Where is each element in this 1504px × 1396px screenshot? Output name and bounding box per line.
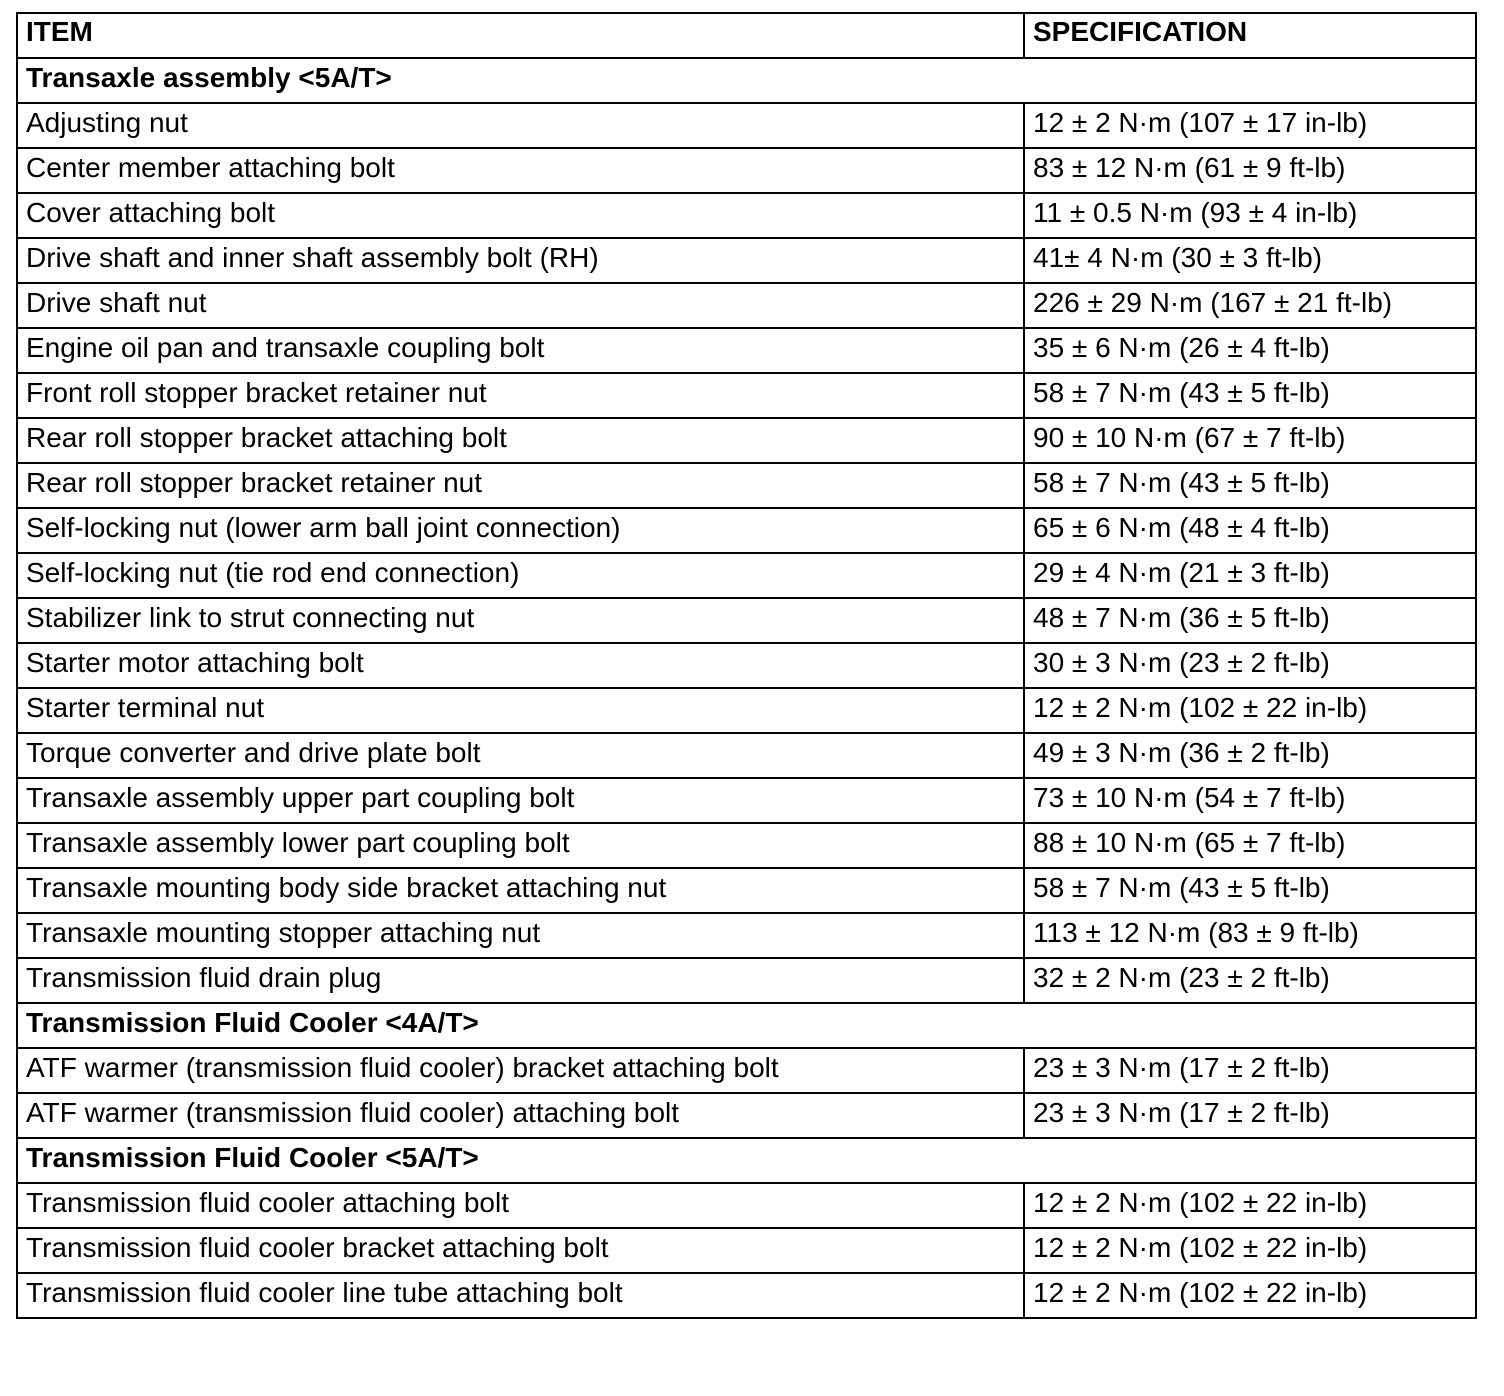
table-row (17, 733, 1476, 778)
section-header-row (17, 1003, 1476, 1048)
table-row (17, 688, 1476, 733)
table-row (17, 1048, 1476, 1093)
item-column-header: ITEM (17, 13, 1024, 58)
section-header-row (17, 1138, 1476, 1183)
item-cell: Stabilizer link to strut connecting nut (17, 598, 1024, 643)
specification-cell: 58 ± 7 N·m (43 ± 5 ft-lb) (1024, 868, 1476, 913)
table-row (17, 958, 1476, 1003)
specification-cell: 23 ± 3 N·m (17 ± 2 ft-lb) (1024, 1093, 1476, 1138)
table-body (17, 13, 1476, 1318)
specification-cell: 41± 4 N·m (30 ± 3 ft-lb) (1024, 238, 1476, 283)
table-row (17, 1183, 1476, 1228)
item-cell: Transmission fluid cooler line tube attaching bolt (17, 1273, 1024, 1318)
item-cell: Drive shaft and inner shaft assembly bolt (RH) (17, 238, 1024, 283)
item-cell: Front roll stopper bracket retainer nut (17, 373, 1024, 418)
table-row (17, 913, 1476, 958)
item-cell: Transaxle mounting stopper attaching nut (17, 913, 1024, 958)
specification-cell: 30 ± 3 N·m (23 ± 2 ft-lb) (1024, 643, 1476, 688)
specification-cell: 23 ± 3 N·m (17 ± 2 ft-lb) (1024, 1048, 1476, 1093)
specification-cell: 12 ± 2 N·m (102 ± 22 in-lb) (1024, 1273, 1476, 1318)
item-cell: Transmission fluid drain plug (17, 958, 1024, 1003)
item-cell: Transaxle mounting body side bracket attaching nut (17, 868, 1024, 913)
item-cell: Rear roll stopper bracket attaching bolt (17, 418, 1024, 463)
table-row (17, 1093, 1476, 1138)
table-row (17, 868, 1476, 913)
specification-cell: 32 ± 2 N·m (23 ± 2 ft-lb) (1024, 958, 1476, 1003)
table-row (17, 283, 1476, 328)
item-cell: ATF warmer (transmission fluid cooler) bracket attaching bolt (17, 1048, 1024, 1093)
section-title: Transmission Fluid Cooler <5A/T> (17, 1138, 1476, 1183)
specification-cell: 90 ± 10 N·m (67 ± 7 ft-lb) (1024, 418, 1476, 463)
torque-spec-table (16, 12, 1477, 1319)
specification-cell: 58 ± 7 N·m (43 ± 5 ft-lb) (1024, 463, 1476, 508)
specification-cell: 12 ± 2 N·m (102 ± 22 in-lb) (1024, 1183, 1476, 1228)
specification-cell: 73 ± 10 N·m (54 ± 7 ft-lb) (1024, 778, 1476, 823)
specification-cell: 113 ± 12 N·m (83 ± 9 ft-lb) (1024, 913, 1476, 958)
specification-cell: 12 ± 2 N·m (107 ± 17 in-lb) (1024, 103, 1476, 148)
specification-cell: 49 ± 3 N·m (36 ± 2 ft-lb) (1024, 733, 1476, 778)
specification-cell: 29 ± 4 N·m (21 ± 3 ft-lb) (1024, 553, 1476, 598)
table-row (17, 778, 1476, 823)
specification-cell: 226 ± 29 N·m (167 ± 21 ft-lb) (1024, 283, 1476, 328)
table-row (17, 373, 1476, 418)
item-cell: Engine oil pan and transaxle coupling bolt (17, 328, 1024, 373)
table-row (17, 193, 1476, 238)
table-row (17, 418, 1476, 463)
table-row (17, 598, 1476, 643)
item-cell: Self-locking nut (tie rod end connection) (17, 553, 1024, 598)
specification-column-header: SPECIFICATION (1024, 13, 1476, 58)
table-row (17, 238, 1476, 283)
table-row (17, 463, 1476, 508)
table-row (17, 508, 1476, 553)
item-cell: Transmission fluid cooler bracket attaching bolt (17, 1228, 1024, 1273)
item-cell: Drive shaft nut (17, 283, 1024, 328)
item-cell: Starter motor attaching bolt (17, 643, 1024, 688)
table-row (17, 1228, 1476, 1273)
table-row (17, 328, 1476, 373)
specification-cell: 65 ± 6 N·m (48 ± 4 ft-lb) (1024, 508, 1476, 553)
table-row (17, 148, 1476, 193)
table-row (17, 553, 1476, 598)
table-row (17, 823, 1476, 868)
table-header-row (17, 13, 1476, 58)
item-cell: Torque converter and drive plate bolt (17, 733, 1024, 778)
item-cell: Adjusting nut (17, 103, 1024, 148)
item-cell: Transaxle assembly lower part coupling bolt (17, 823, 1024, 868)
item-cell: Cover attaching bolt (17, 193, 1024, 238)
specification-cell: 88 ± 10 N·m (65 ± 7 ft-lb) (1024, 823, 1476, 868)
item-cell: Transmission fluid cooler attaching bolt (17, 1183, 1024, 1228)
specification-cell: 83 ± 12 N·m (61 ± 9 ft-lb) (1024, 148, 1476, 193)
specification-cell: 48 ± 7 N·m (36 ± 5 ft-lb) (1024, 598, 1476, 643)
section-header-row (17, 58, 1476, 103)
table-row (17, 103, 1476, 148)
item-cell: Rear roll stopper bracket retainer nut (17, 463, 1024, 508)
item-cell: Starter terminal nut (17, 688, 1024, 733)
section-title: Transaxle assembly <5A/T> (17, 58, 1476, 103)
specification-cell: 12 ± 2 N·m (102 ± 22 in-lb) (1024, 688, 1476, 733)
table-row (17, 643, 1476, 688)
section-title: Transmission Fluid Cooler <4A/T> (17, 1003, 1476, 1048)
item-cell: Center member attaching bolt (17, 148, 1024, 193)
specification-cell: 58 ± 7 N·m (43 ± 5 ft-lb) (1024, 373, 1476, 418)
specification-cell: 12 ± 2 N·m (102 ± 22 in-lb) (1024, 1228, 1476, 1273)
item-cell: Self-locking nut (lower arm ball joint connection) (17, 508, 1024, 553)
table-row (17, 1273, 1476, 1318)
specification-cell: 35 ± 6 N·m (26 ± 4 ft-lb) (1024, 328, 1476, 373)
item-cell: ATF warmer (transmission fluid cooler) attaching bolt (17, 1093, 1024, 1138)
item-cell: Transaxle assembly upper part coupling bolt (17, 778, 1024, 823)
specification-cell: 11 ± 0.5 N·m (93 ± 4 in-lb) (1024, 193, 1476, 238)
